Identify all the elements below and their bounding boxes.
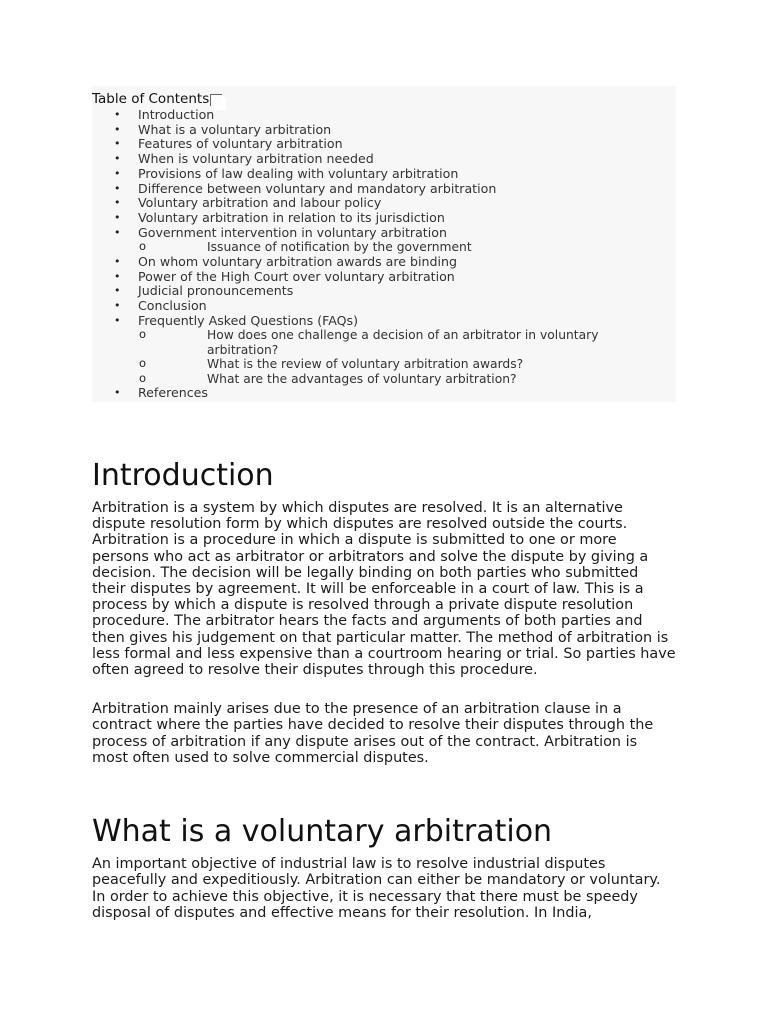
toc-title: Table of Contents — [92, 91, 210, 107]
section-heading-introduction: Introduction — [92, 458, 274, 494]
toc-list-continued — [92, 255, 676, 329]
toc-item-government-intervention[interactable]: • Government intervention in voluntary arbitration — [92, 226, 676, 241]
table-of-contents — [92, 86, 676, 402]
toc-item-introduction[interactable]: • Introduction — [92, 108, 676, 123]
toc-item-what-is-voluntary-arbitration[interactable]: • What is a voluntary arbitration — [92, 123, 676, 138]
toc-item-judicial-pronouncements[interactable]: • Judicial pronouncements — [92, 284, 676, 299]
toc-item-binding-awards[interactable]: • On whom voluntary arbitration awards are binding — [92, 255, 676, 270]
toc-item-when-needed[interactable]: • When is voluntary arbitration needed — [92, 152, 676, 167]
paragraph: An important objective of industrial law is to resolve industrial disputes peacefully and expeditiously. Arbitration can either be mandatory or voluntary. In order to achieve this objective, it is necessary that there must be speedy disposal of disputes and effective means for their resolution. In India, — [92, 856, 661, 921]
section-heading-what-is-voluntary-arbitration: What is a voluntary arbitration — [92, 814, 553, 850]
toc-item-conclusion[interactable]: • Conclusion — [92, 299, 676, 314]
toc-item-features[interactable]: • Features of voluntary arbitration — [92, 137, 676, 152]
toc-subitem-challenge-decision[interactable]: o How does one challenge a decision of an arbitrator in voluntary arbitration? — [92, 328, 676, 357]
toc-item-faqs[interactable]: • Frequently Asked Questions (FAQs) — [92, 314, 676, 329]
toc-item-difference[interactable]: • Difference between voluntary and mandatory arbitration — [92, 182, 676, 197]
toc-sublist-faqs — [92, 328, 676, 386]
document-page — [92, 86, 676, 921]
toc-list — [92, 108, 676, 240]
toc-list-end — [92, 386, 676, 401]
toc-item-labour-policy[interactable]: • Voluntary arbitration and labour policy — [92, 196, 676, 211]
checkbox-icon[interactable] — [210, 94, 222, 106]
toc-header — [92, 91, 676, 108]
paragraph: Arbitration is a system by which disputes are resolved. It is an alternative dispute resolution form by which disputes are resolved outside the courts. Arbitration is a procedure in which a dispute is submitted to one or more persons who act as arbitrator or arbitrators and solve the dispute by giving a decision. The decision will be legally binding on both parties who submitted their disputes by agreement. It will be enforceable in a court of law. This is a process by which a dispute is resolved through a private dispute resolution procedure. The arbitrator hears the facts and arguments of both parties and then gives his judgement on that particular matter. The method of arbitration is less formal and less expensive than a courtroom hearing or trial. So parties have often agreed to resolve their disputes through this procedure. — [92, 500, 676, 679]
toc-item-high-court-power[interactable]: • Power of the High Court over voluntary arbitration — [92, 270, 676, 285]
toc-sublist-government — [92, 240, 676, 255]
toc-item-references[interactable]: • References — [92, 386, 676, 401]
toc-item-provisions-of-law[interactable]: • Provisions of law dealing with voluntary arbitration — [92, 167, 676, 182]
paragraph: Arbitration mainly arises due to the presence of an arbitration clause in a contract where the parties have decided to resolve their disputes through the process of arbitration if any dispute arises out of the contract. Arbitration is most often used to solve commercial disputes. — [92, 701, 654, 766]
toc-item-jurisdiction[interactable]: • Voluntary arbitration in relation to its jurisdiction — [92, 211, 676, 226]
toc-subitem-advantages[interactable]: o What are the advantages of voluntary arbitration? — [92, 372, 676, 387]
toc-subitem-issuance-of-notification[interactable]: o Issuance of notification by the government — [92, 240, 676, 255]
toc-subitem-review-of-awards[interactable]: o What is the review of voluntary arbitration awards? — [92, 357, 676, 372]
